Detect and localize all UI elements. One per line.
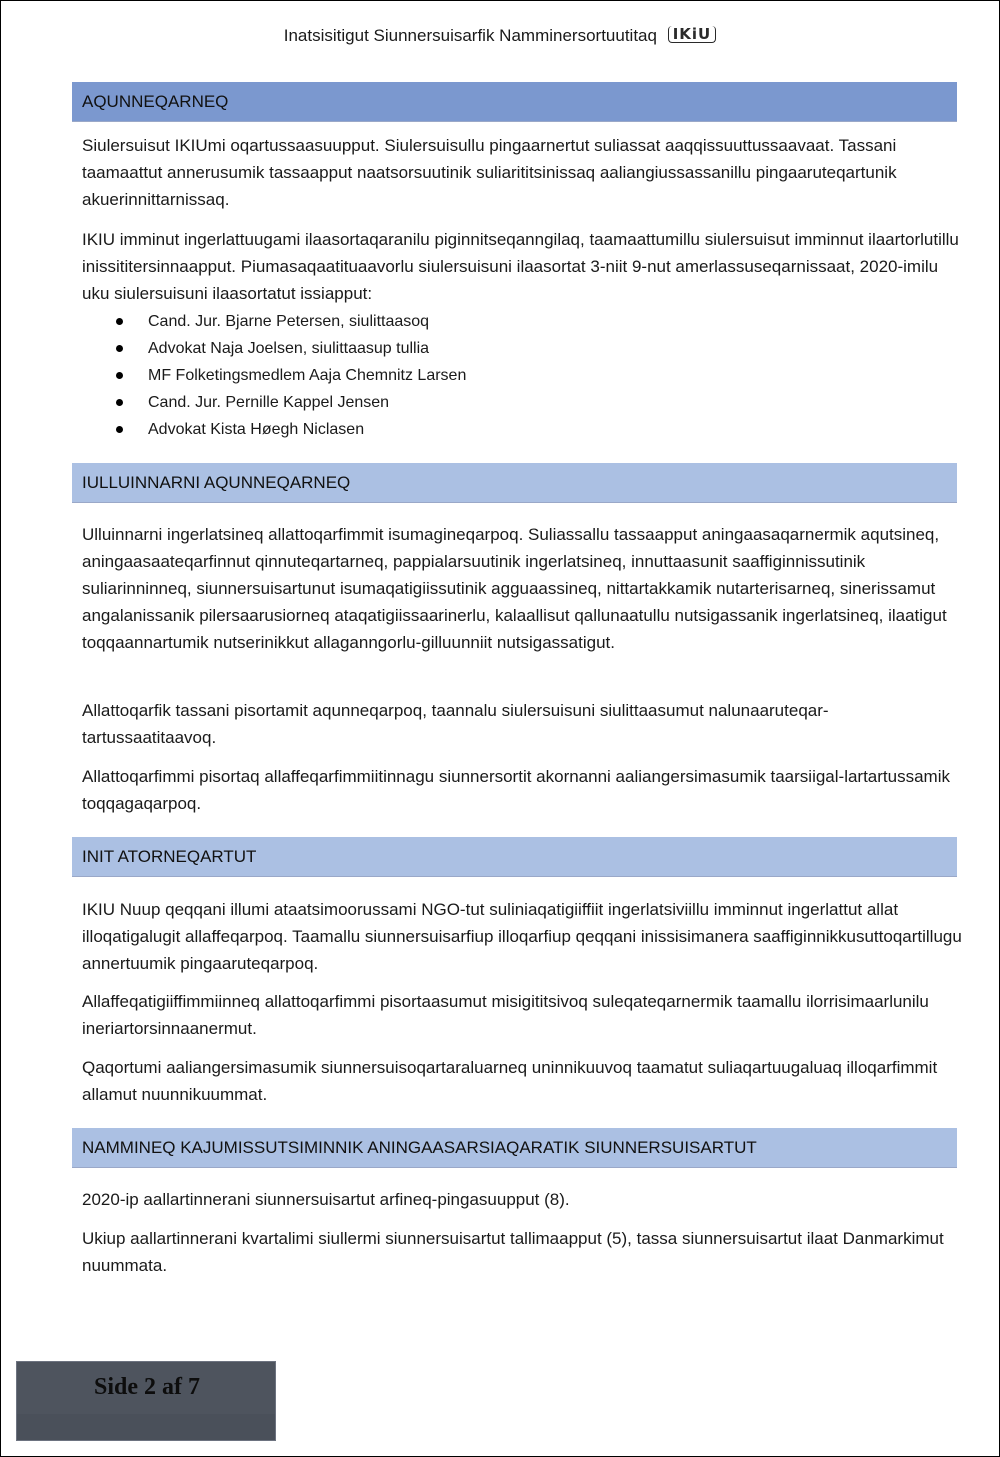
board-members-list <box>82 308 466 443</box>
list-item <box>82 362 466 389</box>
section-heading-iulluinnarni-aqunneqarneq: IULLUINNARNI AQUNNEQARNEQ <box>72 463 957 503</box>
paragraph: Ulluinnarni ingerlatsineq allattoqarfimmit isumagineqarpoq. Suliassallu tassaapput aningaasaqarnermik aqutsineq, aningaasaateqarfinnut qinnuteqartarneq, pappialarsuutinik ingerlatsineq, innuttaasunit saaffiginnissutinik suliarinninneq, siunnersuisartunut isumaqatigiissutinik agguaassineq, nittartakkamik nutarterisarneq, sinerissamut angalanissanik pilersaarusiorneq ataqatigiissaarinerlu, kalaallisut qallunaatullu nutsigassanik ingerlatsineq, ilaatigut toqqaannartumik nutserinikkut allaganngorlu-gilluunniit nutsigassatigut. <box>82 525 947 652</box>
paragraph: Qaqortumi aaliangersimasumik siunnersuisoqartaraluarneq uninnikuuvoq taamatut suliaqartuugaluaq illoqarfimmit allamut nuunnikuummat. <box>82 1058 938 1104</box>
header-title: Inatsisitigut Siunnersuisarfik Namminersortuutitaq <box>283 26 657 45</box>
bullet-icon <box>116 318 123 325</box>
section-heading-aqunneqarneq: AQUNNEQARNEQ <box>72 82 957 122</box>
bullet-icon <box>116 372 123 379</box>
paragraph: Siulersuisut IKIUmi oqartussaasuupput. Siulersuisullu pingaarnertut suliassat aaqqissuuttussaavaat. Tassani taamaattut annerusumik tassaapput naatsorsuutinik suliarititsinissaq aaliangiussassanillu pingaaruteqartunik akuerinnittarnissaq. <box>82 136 897 209</box>
list-item <box>82 416 466 443</box>
list-item-text: Cand. Jur. Bjarne Petersen, siulittaasoq <box>148 313 430 330</box>
list-item-text: Advokat Kista Høegh Niclasen <box>148 421 365 438</box>
paragraph: Allattoqarfimmi pisortaq allaffeqarfimmiitinnagu siunnersortit akornanni aaliangersimasumik taarsiigal-lartartussamik toqqagaqarpoq. <box>82 767 950 813</box>
section-heading-siunnersuisartut: NAMMINEQ KAJUMISSUTSIMINNIK ANINGAASARSIAQARATIK SIUNNERSUISARTUT <box>72 1128 957 1168</box>
page-number: Side 2 af 7 <box>93 1374 200 1400</box>
paragraph: 2020-ip aallartinnerani siunnersuisartut arfineq-pingasuupput (8). <box>82 1190 570 1209</box>
ikiu-logo: IKiU <box>668 26 717 43</box>
paragraph: IKIU Nuup qeqqani illumi ataatsimoorussami NGO-tut suliniaqatigiiffiit ingerlatsiviillu imminnut ingerlattut allat illoqatigalugit allaffeqarpoq. Taamallu siunnersuisarfiup illoqarfiup qeqqani inissisimanera saaffiginnikkusuttoqartillugu annertuumik pingaaruteqarpoq. <box>82 900 962 973</box>
paragraph: Allattoqarfik tassani pisortamit aqunneqarpoq, taannalu siulersuisuni siulittaasumut nalunaaruteqar-tartussaatitaavoq. <box>82 701 829 747</box>
bullet-icon <box>116 345 123 352</box>
list-item-text: Advokat Naja Joelsen, siulittaasup tullia <box>148 340 430 357</box>
page-number-box <box>16 1361 276 1441</box>
list-item <box>82 335 466 362</box>
list-item <box>82 389 466 416</box>
section-heading-init-atorneqartut: INIT ATORNEQARTUT <box>72 837 957 877</box>
page-header <box>0 26 1000 46</box>
list-item-text: MF Folketingsmedlem Aaja Chemnitz Larsen <box>148 367 467 384</box>
bullet-icon <box>116 426 123 433</box>
paragraph: Ukiup aallartinnerani kvartalimi siullermi siunnersuisartut tallimaapput (5), tassa siunnersuisartut ilaat Danmarkimut nuummata. <box>82 1229 944 1275</box>
list-item-text: Cand. Jur. Pernille Kappel Jensen <box>148 394 390 411</box>
list-item <box>82 308 466 335</box>
paragraph: IKIU imminut ingerlattuugami ilaasortaqaranilu piginnitseqanngilaq, taamaattumillu siulersuisut imminnut ilaartorlutillu inissititersinnaapput. Piumasaqaatituaavorlu siulersuisuni ilaasortat 3-niit 9-nut amerlassuseqarnissaat, 2020-imilu uku siulersuisuni ilaasortatut issiapput: <box>82 230 959 303</box>
paragraph: Allaffeqatigiiffimmiinneq allattoqarfimmi pisortaasumut misigititsivoq suleqateqarnermik taamallu ilorrisimaarlunilu ineriartorsinnaanermut. <box>82 992 929 1038</box>
bullet-icon <box>116 399 123 406</box>
